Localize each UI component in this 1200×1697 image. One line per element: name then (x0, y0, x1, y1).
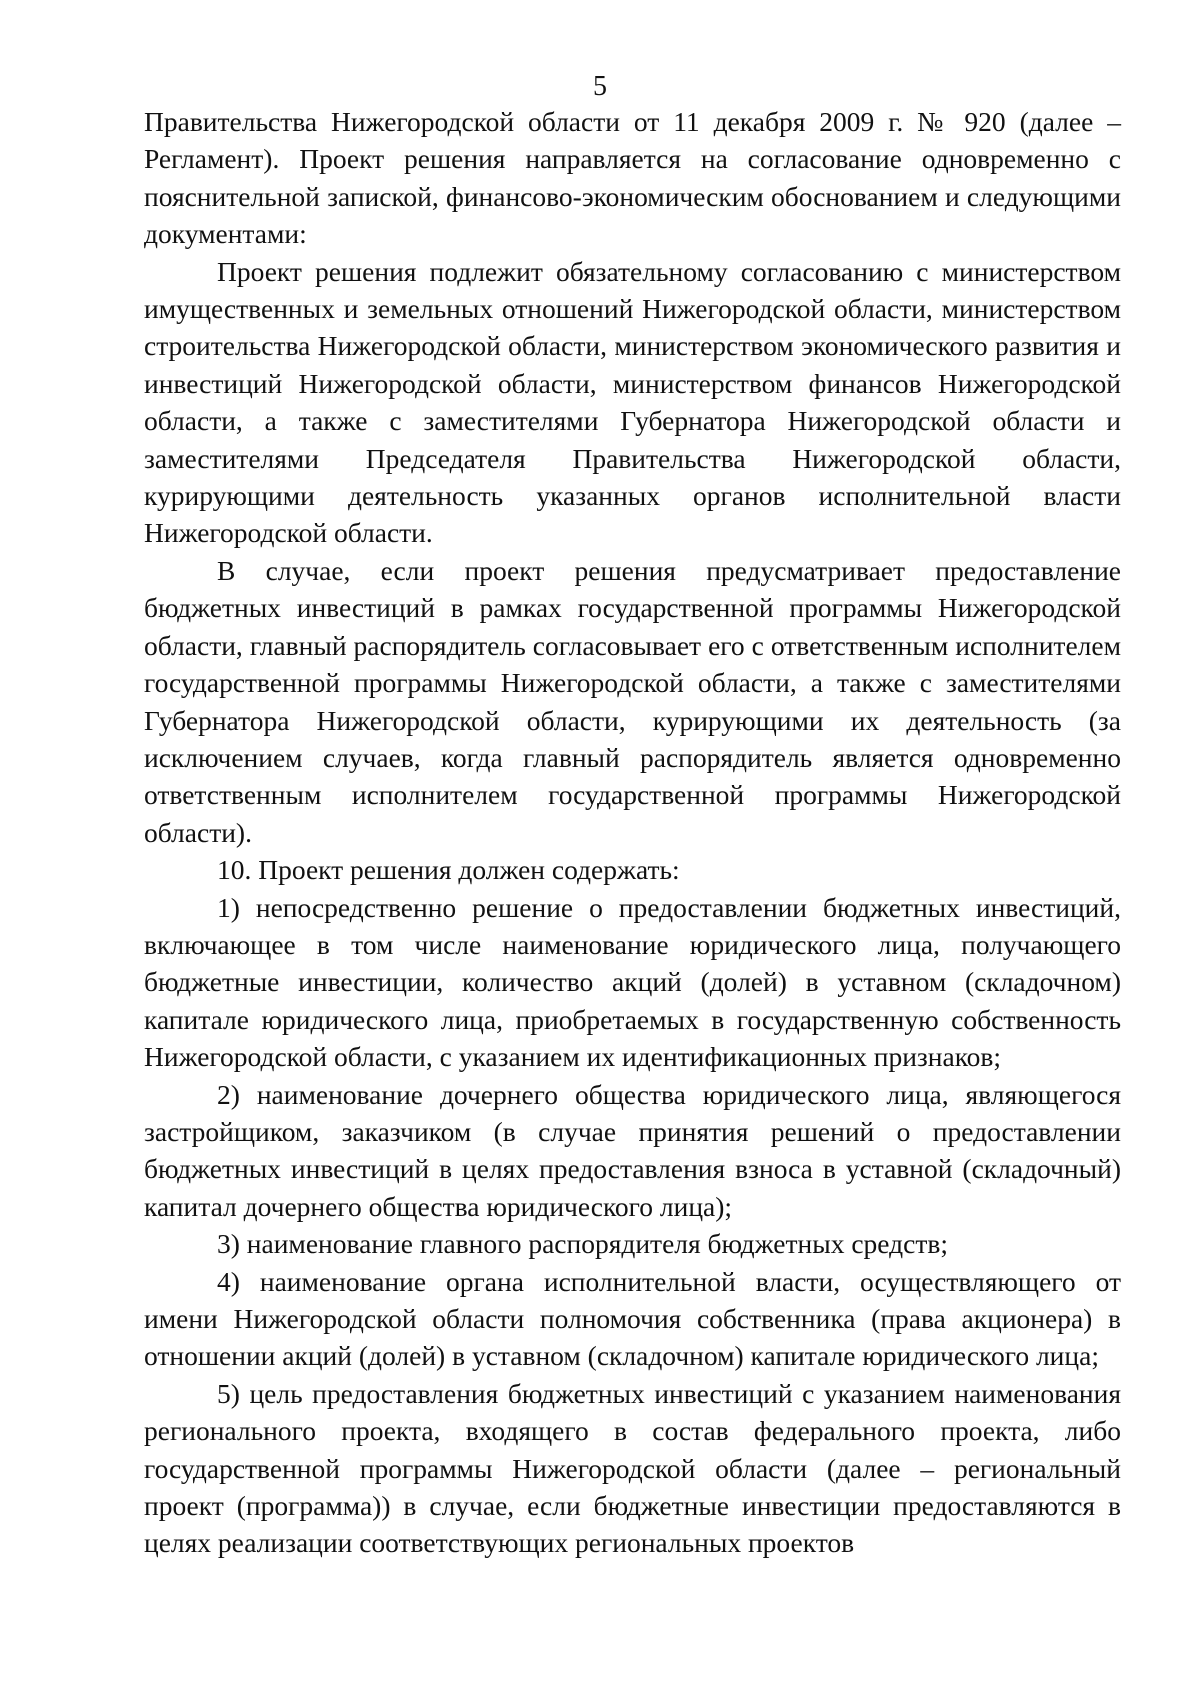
list-item-1: 1) непосредственно решение о предоставлении бюджетных инвестиций, включающее в том числе наименование юридического лица, получающего бюджетные инвестиции, количество акций (долей) в уставном (складочном) капитале юридического лица, приобретаемых в государственную собственность Нижегородской области, с указанием их идентификационных признаков; (144, 891, 1121, 1073)
list-item-5: 5) цель предоставления бюджетных инвестиций с указанием наименования регионального проекта, входящего в состав федерального проекта, либо государственной программы Нижегородской области (далее – региональный проект (программа)) в случае, если бюджетные инвестиции предоставляются в целях реализации соответствующих региональных проектов (144, 1377, 1121, 1559)
paragraph-state-program: В случае, если проект решения предусматривает предоставление бюджетных инвестиций в рамках государственной программы Нижегородской области, главный распорядитель согласовывает его с ответственным исполнителем государственной программы Нижегородской области, а также с заместителями Губернатора Нижегородской области, курирующими их деятельность (за исключением случаев, когда главный распорядитель является одновременно ответственным исполнителем государственной программы Нижегородской области). (144, 554, 1121, 848)
page-number: 5 (593, 71, 607, 102)
paragraph-continuation: Правительства Нижегородской области от 11 декабря 2009 г. № 920 (далее – Регламент). Проект решения направляется на согласование одновременно с пояснительной запиской, финансово-экономическим обоснованием и следующими документами: (144, 106, 1121, 250)
list-item-3: 3) наименование главного распорядителя бюджетных средств; (217, 1228, 948, 1260)
paragraph-approval: Проект решения подлежит обязательному согласованию с министерством имущественных и земельных отношений Нижегородской области, министерством строительства Нижегородской области, министерством экономического развития и инвестиций Нижегородской области, министерством финансов Нижегородской области, а также с заместителями Губернатора Нижегородской области и заместителями Председателя Правительства Нижегородской области, курирующими деятельность указанных органов исполнительной власти Нижегородской области. (144, 255, 1121, 549)
paragraph-clause-10: 10. Проект решения должен содержать: (217, 854, 680, 886)
list-item-4: 4) наименование органа исполнительной власти, осуществляющего от имени Нижегородской области полномочия собственника (права акционера) в отношении акций (долей) в уставном (складочном) капитале юридического лица; (144, 1265, 1121, 1372)
document-body (144, 103, 1121, 1562)
list-item-2: 2) наименование дочернего общества юридического лица, являющегося застройщиком, заказчиком (в случае принятия решений о предоставлении бюджетных инвестиций в целях предоставления взноса в уставной (складочный) капитал дочернего общества юридического лица); (144, 1078, 1121, 1222)
